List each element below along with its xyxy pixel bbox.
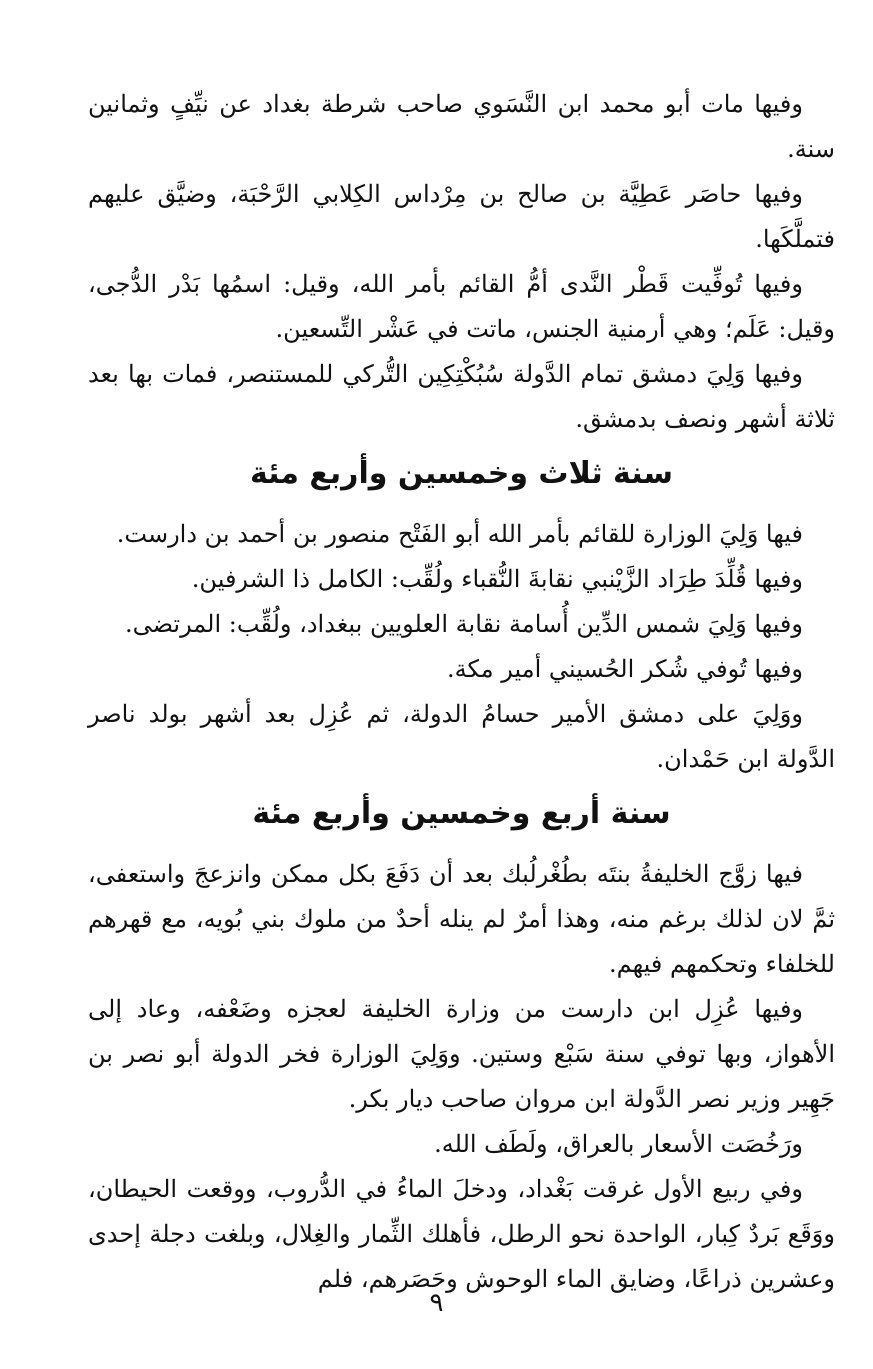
paragraph: وفيها تُوفِّيت قَطْر النَّدى أمُّ القائم بأمر الله، وقيل: اسمُها بَدْر الدُّجى، وقيل: عَلَم؛ وهي أرمنية الجنس، ماتت في عَشْر التِّسعين.	[88, 270, 835, 343]
paragraph: وفيها مات أبو محمد ابن النَّسَوي صاحب شرطة بغداد عن نيِّفٍ وثمانين سنة.	[88, 90, 835, 163]
paragraph: ووَلِيَ على دمشق الأمير حسامُ الدولة، ثم عُزِل بعد أشهر بولد ناصر الدَّولة ابن حَمْدان.	[88, 700, 835, 773]
paragraph: فيها وَلِيَ الوزارة للقائم بأمر الله أبو الفَتْح منصور بن أحمد بن دارست.	[116, 520, 803, 548]
paragraph: وفيها حاصَر عَطِيَّة بن صالح بن مِرْداس الكِلابي الرَّحْبَة، وضيَّق عليهم فتملَّكَها.	[88, 180, 835, 253]
paragraph: فيها زوَّج الخليفةُ بنتَه بطُغْرلُبك بعد أن دَفَعَ بكل ممكن وانزعجَ واستعفى، ثمَّ لان لذلك برغم منه، وهذا أمرٌ لم ينله أحدٌ من ملوك بني بُويه، مع قهرهم للخلفاء وتحكمهم فيهم.	[88, 860, 835, 978]
page-body	[88, 82, 835, 1302]
page-number: ٩	[429, 1288, 444, 1318]
paragraph: وفيها وَلِيَ شمس الدِّين أُسامة نقابة العلويين ببغداد، ولُقِّب: المرتضى.	[124, 610, 803, 638]
paragraph: وفيها وَلِيَ دمشق تمام الدَّولة سُبُكْتِكِين التُّركي للمستنصر، فمات بها بعد ثلاثة أشهر ونصف بدمشق.	[88, 360, 835, 433]
paragraph: وفيها قُلِّدَ طِرَاد الزَّيْنبي نقابةَ النُّقباء ولُقِّب: الكامل ذا الشرفين.	[191, 565, 803, 593]
paragraph: وفيها عُزِل ابن دارست من وزارة الخليفة لعجزه وضَعْفه، وعاد إلى الأهواز، وبها توفي سنة سَبْع وستين. ووَلِيَ الوزارة فخر الدولة أبو نصر بن جَهِير وزير نصر الدَّولة ابن مروان صاحب ديار بكر.	[88, 995, 835, 1113]
paragraph: وفيها تُوفي شُكر الحُسيني أمير مكة.	[447, 655, 803, 683]
section-heading: سنة أربع وخمسين وأربع مئة	[252, 796, 671, 831]
section-heading: سنة ثلاث وخمسين وأربع مئة	[249, 456, 674, 491]
paragraph: وفي ربيع الأول غرقت بَغْداد، ودخلَ الماءُ في الدُّروب، ووقعت الحيطان، ووَقَع بَردٌ كِبار، الواحدة نحو الرطل، فأهلك الثِّمار والغِلال، وبلغت دجلة إحدى وعشرين ذراعًا، وضايق الماء الوحوش وحَصَرهم، فلم	[88, 1175, 835, 1293]
paragraph: ورَخُصَت الأسعار بالعراق، ولَطَف الله.	[434, 1130, 803, 1158]
